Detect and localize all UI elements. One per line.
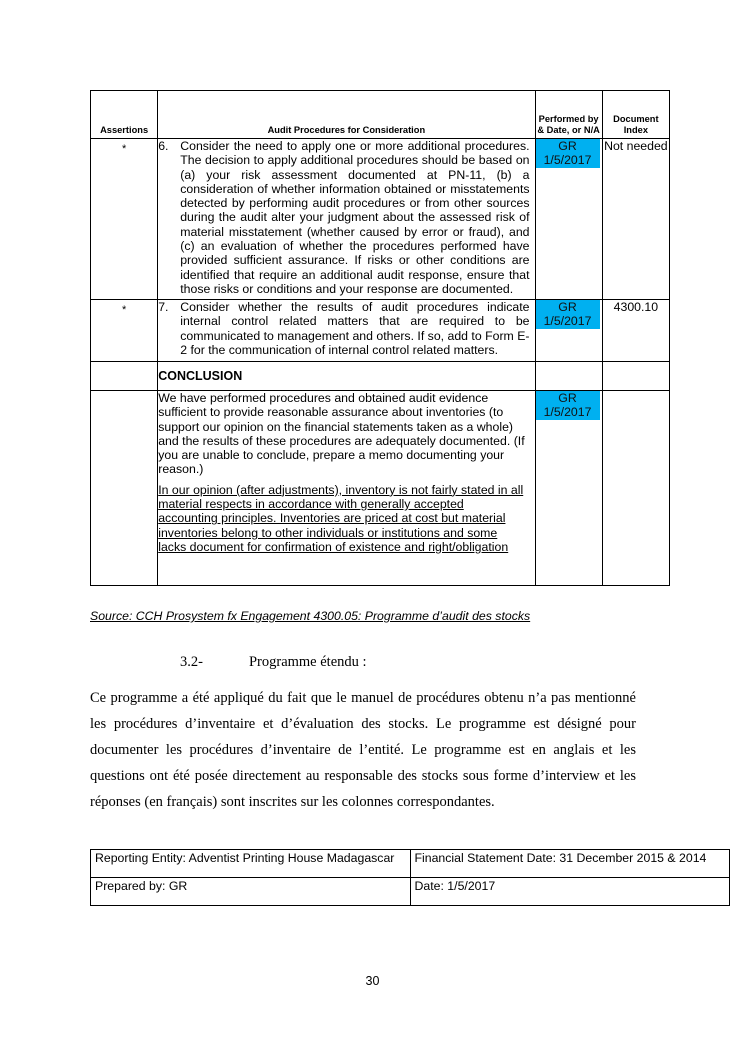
performed-badge bbox=[536, 139, 600, 168]
conclusion-text: We have performed procedures and obtained audit evidence sufficient to provide reasonable assurance about inventories (to support our opinion on the financial statements taken as a whole) and the results of these procedures are adequately documented. (If you are unable to conclude, prepare a memo documenting your reason.) bbox=[158, 391, 525, 477]
performed-by: GR bbox=[558, 391, 577, 405]
assertion-cell: * bbox=[91, 139, 158, 300]
footer-row bbox=[91, 878, 730, 906]
header-document-index: Document Index bbox=[602, 91, 669, 139]
procedure-cell bbox=[158, 300, 535, 362]
header-performed: Performed by & Date, or N/A bbox=[535, 91, 602, 139]
conclusion-cell bbox=[158, 391, 535, 586]
empty-cell bbox=[91, 391, 158, 586]
conclusion-row bbox=[91, 391, 670, 586]
conclusion-heading-row bbox=[91, 362, 670, 391]
document-index-cell: 4300.10 bbox=[602, 300, 669, 362]
document-index-cell: Not needed bbox=[602, 139, 669, 300]
table-header-row bbox=[91, 91, 670, 139]
performed-date: 1/5/2017 bbox=[543, 405, 592, 420]
prepared-by: Prepared by: GR bbox=[91, 878, 411, 906]
procedure-number: 6. bbox=[158, 139, 169, 153]
table-row bbox=[91, 139, 670, 300]
page-number: 30 bbox=[365, 974, 380, 988]
procedure-number: 7. bbox=[158, 300, 169, 314]
assertion-cell: * bbox=[91, 300, 158, 362]
empty-cell bbox=[602, 391, 669, 586]
empty-cell bbox=[91, 362, 158, 391]
section-title: Programme étendu : bbox=[248, 654, 367, 670]
performed-by: GR bbox=[558, 300, 577, 314]
header-procedures: Audit Procedures for Consideration bbox=[158, 91, 535, 139]
performed-by: GR bbox=[558, 139, 577, 153]
footer-date: Date: 1/5/2017 bbox=[410, 878, 730, 906]
body-paragraph: Ce programme a été appliqué du fait que le manuel de procédures obtenu n’a pas mentionné les procédures d’inventaire et d’évaluation des stocks. Le programme est désigné pour documenter les procédures d’inventaire de l’entité. Le programme est en anglais et les questions ont été posée directement au responsable des stocks sous forme d’interview et les réponses (en français) sont inscrites sur les colonnes correspondantes. bbox=[90, 690, 636, 810]
section-heading bbox=[180, 654, 367, 671]
performed-badge bbox=[536, 391, 600, 420]
procedure-text: Consider the need to apply one or more additional procedures. The decision to apply additional procedures should be based on (a) your risk assessment documented at PN-11, (b) a consideration of whether information obtained or misstatements detected by performing audit procedures or from other sources during the audit alter your judgment about the assessed risk of material misstatement (whether caused by error or fraud), and (c) an evaluation of whether the procedures performed have provided sufficient assurance. If risks or other conditions are identified that require an additional audit response, ensure that those risks or conditions and your response are documented. bbox=[180, 139, 530, 296]
engagement-footer-table bbox=[90, 849, 730, 906]
performed-date: 1/5/2017 bbox=[543, 314, 592, 329]
table-row bbox=[91, 300, 670, 362]
opinion-text: In our opinion (after adjustments), inventory is not fairly stated in all material respects in accordance with generally accepted accounting principles. Inventories are priced at cost but material inventories belong to other individuals or institutions and some lacks document for confirmation of existence and right/obligation bbox=[158, 482, 524, 554]
section-number: 3.2- bbox=[180, 654, 203, 670]
footer-row bbox=[91, 850, 730, 878]
fs-date: Financial Statement Date: 31 December 2015 & 2014 bbox=[410, 850, 730, 878]
empty-cell bbox=[535, 362, 602, 391]
conclusion-heading: CONCLUSION bbox=[158, 362, 535, 391]
procedure-cell bbox=[158, 139, 535, 300]
source-citation: Source: CCH Prosystem fx Engagement 4300.05: Programme d’audit des stocks bbox=[90, 609, 531, 623]
performed-cell bbox=[535, 139, 602, 300]
header-assertions: Assertions bbox=[91, 91, 158, 139]
performed-cell bbox=[535, 300, 602, 362]
empty-cell bbox=[602, 362, 669, 391]
performed-date: 1/5/2017 bbox=[543, 153, 592, 168]
reporting-entity: Reporting Entity: Adventist Printing House Madagascar bbox=[91, 850, 411, 878]
audit-procedures-table bbox=[90, 90, 670, 586]
performed-badge bbox=[536, 300, 600, 329]
performed-cell bbox=[535, 391, 602, 586]
procedure-text: Consider whether the results of audit procedures indicate internal control related matters that are required to be communicated to management and others. If so, add to Form E-2 for the communication of internal control related matters. bbox=[180, 300, 530, 357]
